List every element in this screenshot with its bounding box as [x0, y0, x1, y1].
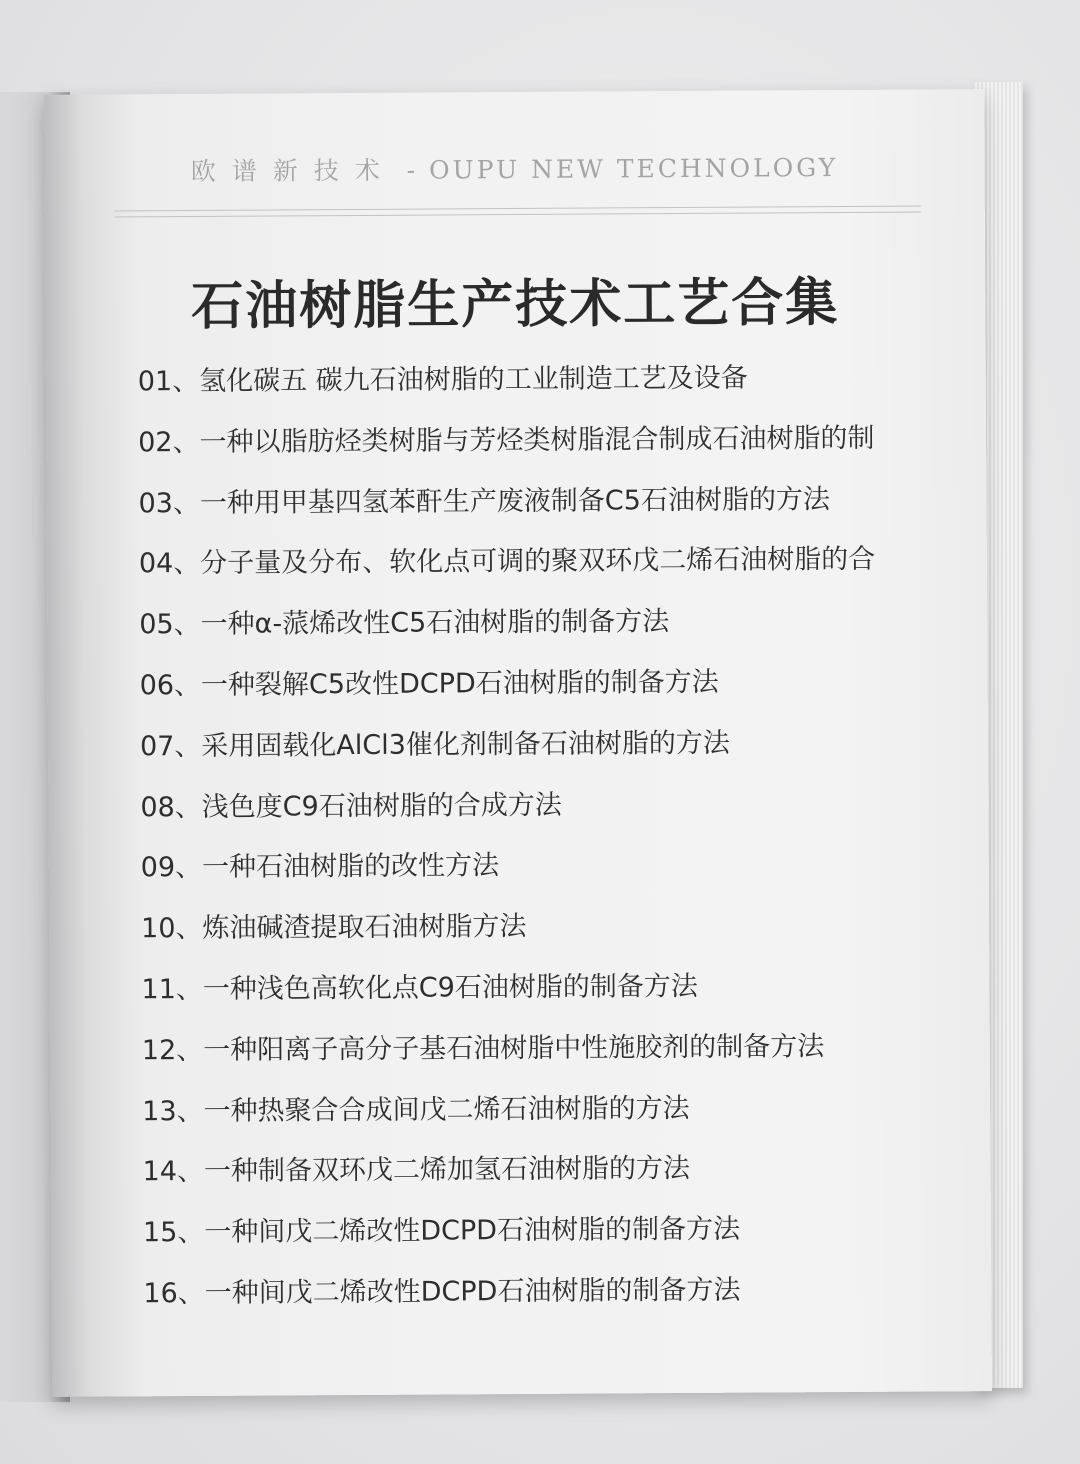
header-rule-bottom — [115, 212, 921, 218]
list-item: 15、一种间戊二烯改性DCPD石油树脂的制备方法 — [142, 1213, 741, 1249]
header-rule-top — [115, 206, 921, 212]
list-item: 13、一种热聚合合成间戊二烯石油树脂的方法 — [142, 1092, 690, 1127]
list-item: 04、分子量及分布、软化点可调的聚双环戊二烯石油树脂的合 — [138, 544, 876, 580]
list-item: 06、一种裂解C5改性DCPD石油树脂的制备方法 — [139, 666, 719, 702]
list-item: 10、炼油碱渣提取石油树脂方法 — [141, 911, 527, 945]
list-item: 09、一种石油树脂的改性方法 — [140, 850, 500, 884]
contents-list — [138, 357, 944, 1335]
list-item: 07、采用固载化AlCl3催化剂制备石油树脂的方法 — [139, 727, 730, 763]
list-item: 12、一种阳离子高分子基石油树脂中性施胶剂的制备方法 — [141, 1030, 825, 1067]
page-title: 石油树脂生产技术工艺合集 — [191, 273, 840, 337]
running-header — [44, 147, 984, 189]
book-page — [44, 89, 992, 1397]
list-item: 05、一种α-蒎烯改性C5石油树脂的制备方法 — [139, 606, 670, 641]
list-item: 11、一种浅色高软化点C9石油树脂的制备方法 — [141, 970, 698, 1006]
header-chinese: 欧谱新技术 — [190, 155, 396, 186]
list-item: 03、一种用甲基四氢苯酐生产废液制备C5石油树脂的方法 — [138, 483, 831, 519]
list-item: 14、一种制备双环戊二烯加氢石油树脂的方法 — [142, 1153, 691, 1188]
list-item: 02、一种以脂肪烃类树脂与芳烃类树脂混合制成石油树脂的制 — [138, 422, 875, 459]
header-separator: - — [395, 155, 430, 185]
list-item: 01、氢化碳五 碳九石油树脂的工业制造工艺及设备 — [137, 362, 748, 398]
list-item: 16、一种间戊二烯改性DCPD石油树脂的制备方法 — [143, 1274, 741, 1310]
list-item: 08、浅色度C9石油树脂的合成方法 — [140, 789, 562, 823]
header-english: OUPU NEW TECHNOLOGY — [429, 153, 839, 185]
